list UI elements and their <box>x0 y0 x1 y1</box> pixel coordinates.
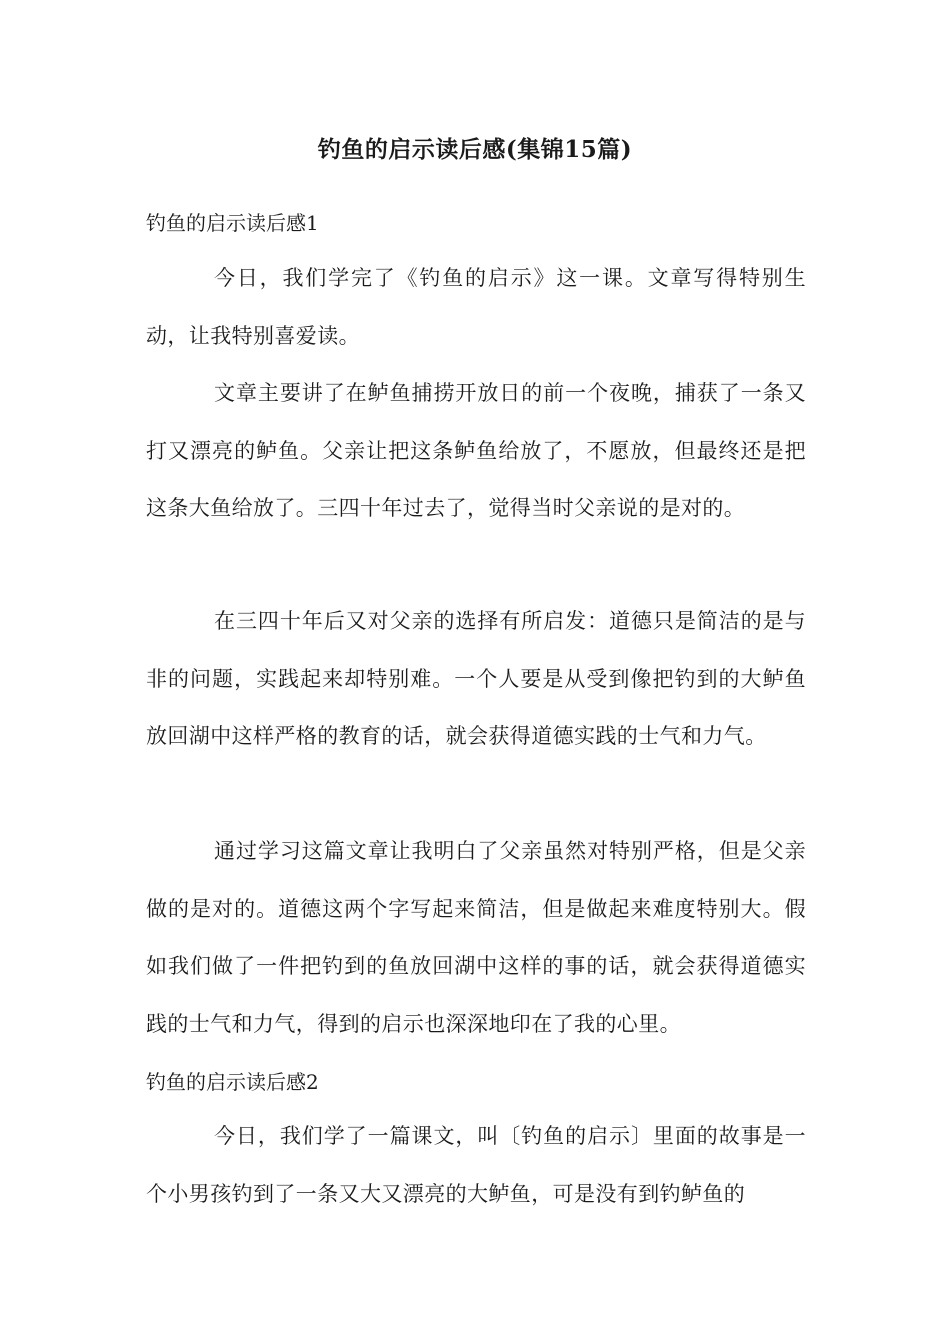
paragraph: 在三四十年后又对父亲的选择有所启发：道德只是简洁的是与非的问题，实践起来却特别难。一个人要是从受到像把钓到的大鲈鱼放回湖中这样严格的教育的话，就会获得道德实践的士气和力气。 <box>146 609 806 748</box>
section-heading-2: 钓鱼的启示读后感2 <box>146 1070 319 1094</box>
paragraph: 今日，我们学了一篇课文，叫〔钓鱼的启示〕里面的故事是一个小男孩钓到了一条又大又漂亮的大鲈鱼，可是没有到钓鲈鱼的 <box>146 1124 806 1206</box>
document-title: 钓鱼的启示读后感(集锦15篇) <box>317 136 633 163</box>
section-heading-1: 钓鱼的启示读后感1 <box>146 211 319 235</box>
paragraph: 文章主要讲了在鲈鱼捕捞开放日的前一个夜晚，捕获了一条又打又漂亮的鲈鱼。父亲让把这条鲈鱼给放了，不愿放，但最终还是把这条大鱼给放了。三四十年过去了，觉得当时父亲说的是对的。 <box>146 381 806 520</box>
paragraph: 今日，我们学完了《钓鱼的启示》这一课。文章写得特别生动，让我特别喜爱读。 <box>146 266 806 348</box>
paragraph: 通过学习这篇文章让我明白了父亲虽然对特别严格，但是父亲做的是对的。道德这两个字写起来简洁，但是做起来难度特别大。假如我们做了一件把钓到的鱼放回湖中这样的事的话，就会获得道德实践的士气和力气，得到的启示也深深地印在了我的心里。 <box>146 839 806 1036</box>
